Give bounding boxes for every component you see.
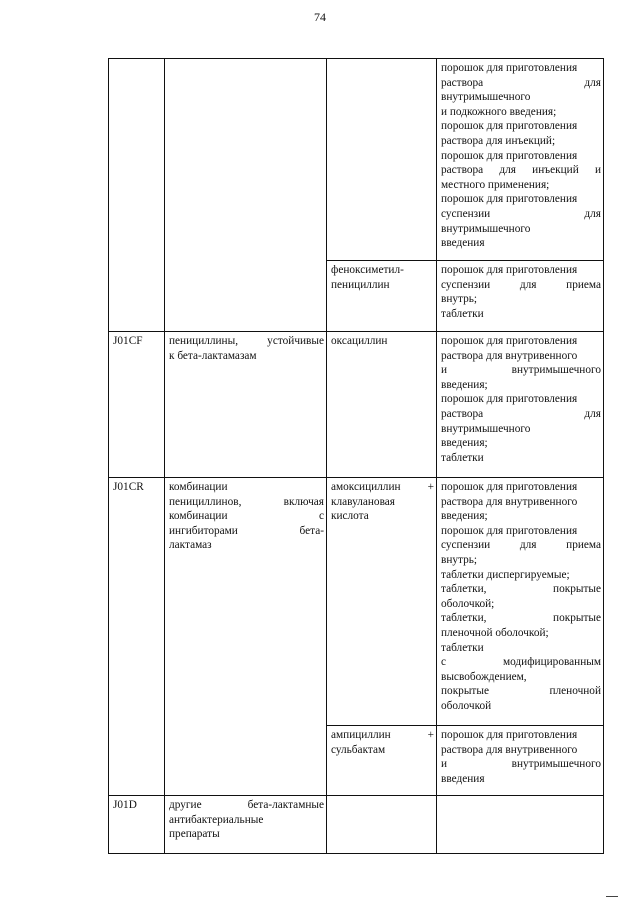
form-line: местного применения;: [441, 178, 550, 191]
form-line: оболочкой;: [441, 597, 495, 610]
drug-name-line: оксациллин: [331, 335, 388, 347]
form-line: внутримышечного: [441, 422, 531, 435]
form-line: внутримышечного: [441, 91, 531, 104]
form-line: порошок для приготовления: [441, 393, 578, 406]
drug-name-line: ампициллин +: [331, 729, 434, 741]
dosage-forms-cell: [437, 261, 604, 332]
form-line: оболочкой: [441, 699, 492, 712]
scan-mark: [606, 896, 618, 897]
group-name-line: комбинации с: [169, 510, 324, 523]
form-line: раствора для внутривенного: [441, 495, 578, 508]
form-line: раствора для: [441, 76, 601, 89]
table-row: [109, 332, 604, 478]
table-row: [109, 796, 604, 854]
drug-table: [108, 58, 604, 854]
atc-code-cell: J01CF: [109, 332, 165, 478]
group-name-cell: [165, 59, 327, 332]
drug-name-line: пенициллин: [331, 278, 390, 291]
dosage-forms-cell: [437, 726, 604, 796]
form-line: введения;: [441, 510, 488, 523]
dosage-forms-cell: [437, 332, 604, 478]
group-name-line: комбинации: [169, 481, 228, 493]
form-line: и внутримышечного: [441, 364, 601, 377]
form-line: суспензии для приема: [441, 539, 601, 552]
form-line: раствора для инъекций;: [441, 134, 556, 147]
dosage-forms-cell: [437, 796, 604, 854]
form-line: раствора для внутривенного: [441, 349, 578, 362]
table-row: [109, 478, 604, 726]
form-line: таблетки диспергируемые;: [441, 568, 570, 581]
drug-name-cell: [327, 332, 437, 478]
drug-name-line: феноксиметил-: [331, 264, 404, 276]
form-line: внутрь;: [441, 293, 478, 306]
form-line: таблетки, покрытые: [441, 612, 601, 625]
atc-code-cell: J01D: [109, 796, 165, 854]
drug-name-cell: [327, 478, 437, 726]
group-name-line: пенициллинов, включая: [169, 495, 324, 508]
group-name-line: другие бета-лактамные: [169, 799, 324, 811]
form-line: порошок для приготовления: [441, 193, 578, 206]
form-line: введения: [441, 772, 485, 785]
drug-name-line: сульбактам: [331, 743, 386, 756]
atc-code-cell: [109, 59, 165, 332]
form-line: введения;: [441, 378, 488, 391]
dosage-forms-cell: [437, 59, 604, 261]
form-line: и подкожного введения;: [441, 105, 557, 118]
drug-name-cell: [327, 726, 437, 796]
group-name-cell: [165, 478, 327, 796]
drug-name-cell: [327, 261, 437, 332]
form-line: суспензии для: [441, 207, 601, 220]
form-line: порошок для приготовления: [441, 120, 578, 133]
form-line: высвобождением,: [441, 670, 527, 683]
form-line: порошок для приготовления: [441, 729, 578, 741]
form-line: порошок для приготовления: [441, 335, 578, 347]
form-line: порошок для приготовления: [441, 149, 578, 162]
form-line: внутрь;: [441, 553, 478, 566]
table-row: [109, 59, 604, 261]
form-line: таблетки: [441, 641, 484, 654]
atc-code-cell: J01CR: [109, 478, 165, 796]
form-line: раствора для: [441, 407, 601, 420]
form-line: раствора для инъекций и: [441, 164, 601, 177]
group-name-line: антибактериальные: [169, 813, 264, 826]
drug-name-cell: [327, 796, 437, 854]
group-name-line: пенициллины, устойчивые: [169, 335, 324, 347]
form-line: раствора для внутривенного: [441, 743, 578, 756]
form-line: порошок для приготовления: [441, 481, 578, 493]
group-name-line: ингибиторами бета-: [169, 524, 324, 537]
form-line: пленочной оболочкой;: [441, 626, 549, 639]
drug-name-line: амоксициллин +: [331, 481, 434, 493]
form-line: порошок для приготовления: [441, 264, 578, 276]
form-line: и внутримышечного: [441, 758, 601, 771]
form-line: с модифицированным: [441, 656, 601, 669]
form-line: внутримышечного: [441, 222, 531, 235]
group-name-line: к бета-лактамазам: [169, 349, 257, 362]
group-name-line: препараты: [169, 828, 220, 841]
group-name-cell: [165, 796, 327, 854]
form-line: таблетки: [441, 307, 484, 320]
group-name-line: лактамаз: [169, 539, 212, 552]
form-line: покрытые пленочной: [441, 685, 601, 698]
drug-name-line: клавулановая: [331, 495, 395, 508]
form-line: введения;: [441, 437, 488, 450]
form-line: таблетки: [441, 451, 484, 464]
form-line: порошок для приготовления: [441, 62, 578, 74]
drug-name-line: кислота: [331, 510, 369, 523]
group-name-cell: [165, 332, 327, 478]
form-line: суспензии для приема: [441, 278, 601, 291]
drug-name-cell: [327, 59, 437, 261]
dosage-forms-cell: [437, 478, 604, 726]
form-line: введения: [441, 237, 485, 250]
form-line: порошок для приготовления: [441, 524, 578, 537]
form-line: таблетки, покрытые: [441, 583, 601, 596]
page-number: 74: [314, 10, 326, 24]
